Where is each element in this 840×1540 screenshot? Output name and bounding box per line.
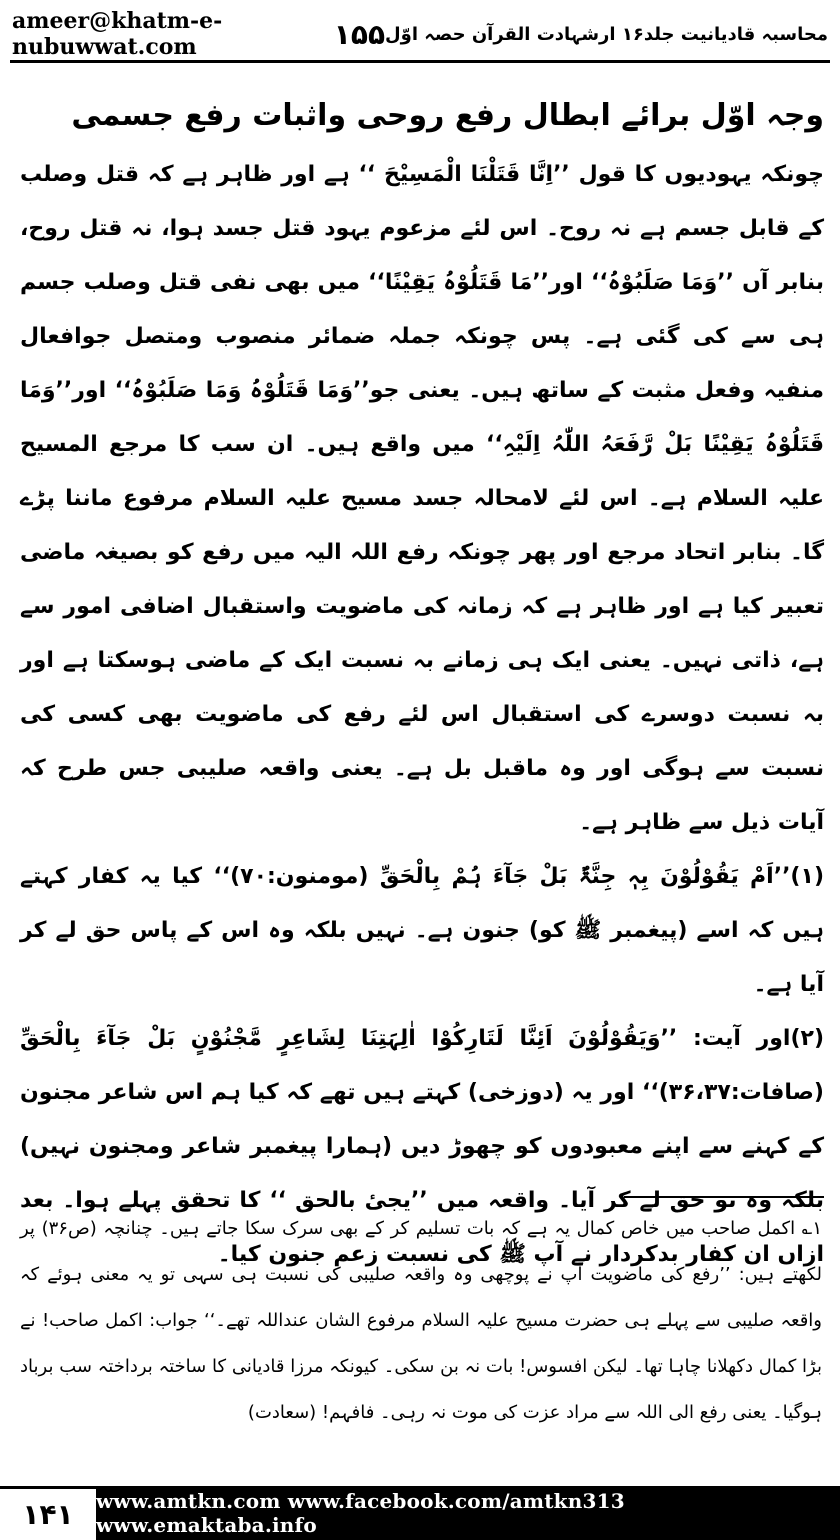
footnote: ۱؎ اکمل صاحب میں خاص کمال یہ ہے کہ بات تسلیم کر کے بھی سرک سکا جاتے ہیں۔ چنانچہ (ص۳۶) پر لکھتے ہیں: ’’رفع کی ماضویت آپ نے پوچھی وہ واقعہ صلیبی کی نسبت ہی سہی تو یہ معنی ہوئے کہ واقعہ صلیبی سے پہلے ہی حضرت مسیح علیہ السلام مرفوع الشان عنداللہ تھے۔‘‘ جواب: اکمل صاحب! نے بڑا کمال دکھلانا چاہا تھا۔ لیکن افسوس! بات نہ بن سکی۔ کیونکہ مرزا قادیانی کا ساختہ برداختہ سب برباد ہوگیا۔ یعنی رفع الی اللہ سے مراد عزت کی موت نہ رہی۔ فافہم! (سعادت) bbox=[20, 1218, 822, 1423]
paragraph-verse-2: (۲)اور آیت: ’’وَیَقُوْلُوْنَ اَئِنَّا لَتَارِکُوْا اٰلِہَتِنَا لِشَاعِرٍ مَّجْنُوْنٍ بَلْ جَآءَ بِالْحَقِّ (صافات:۳۶،۳۷)‘‘ اور یہ (دوزخی) کہتے ہیں تھے کہ کیا ہم اس شاعر مجنون کے کہنے سے اپنے معبودوں کو چھوڑ دیں (ہمارا پیغمبر شاعر ومجنون نہیں) بلکہ وہ تو حق لے کر آیا۔ واقعہ میں ’’یجیٔ بالحق ‘‘ کا تحقق پہلے ہوا۔ بعد ازاں ان کفار بدکردار نے آپ ﷺ کی نسبت زعم جنون کیا۔ bbox=[20, 1026, 824, 1267]
header-left-group bbox=[12, 8, 385, 60]
main-text bbox=[20, 148, 824, 1282]
page-header bbox=[12, 8, 828, 60]
header-page-number: ۱۵۵ bbox=[333, 17, 386, 51]
header-divider bbox=[10, 60, 830, 63]
header-email: ameer@khatm-e-nubuwwat.com bbox=[12, 8, 223, 60]
footer-links: www.amtkn.com www.facebook.com/amtkn313 www.emaktaba.info bbox=[96, 1486, 840, 1540]
header-book-title: محاسبہ قادیانیت جلد۱۶ ارشہادت القرآن حصہ اوّل bbox=[385, 23, 828, 45]
paragraph-verse-1: (۱)’’اَمْ یَقُوْلُوْنَ بِہٖ جِنَّۃٌ بَلْ جَآءَ ہُمْ بِالْحَقِّ (مومنون:۷۰)‘‘ کیا یہ کفار کہتے ہیں کہ اسے (پیغمبر ﷺ کو) جنون ہے۔ نہیں بلکہ وہ اس کے پاس حق لے کر آیا ہے۔ bbox=[20, 864, 824, 997]
paragraph-1: چونکہ یہودیوں کا قول ’’اِنَّا قَتَلْنَا الْمَسِیْحَ ‘‘ ہے اور ظاہر ہے کہ قتل وصلب کے قابل جسم ہے نہ روح۔ اس لئے مزعوم یہود قتل جسد ہوا، نہ قتل روح، بنابر آں ’’وَمَا صَلَبُوْہُ‘‘ اور’’مَا قَتَلُوْہُ یَقِیْنًا‘‘ میں بھی نفی قتل وصلب جسم ہی سے کی گئی ہے۔ پس چونکہ جملہ ضمائر منصوب ومتصل جوافعال منفیہ وفعل مثبت کے ساتھ ہیں۔ یعنی جو’’وَمَا قَتَلُوْہُ وَمَا صَلَبُوْہُ‘‘ اور’’وَمَا قَتَلُوْہُ یَقِیْنًا بَلْ رَّفَعَہُ اللّٰہُ اِلَیْہِ‘‘ میں واقع ہیں۔ ان سب کا مرجع المسیح علیہ السلام ہے۔ اس لئے لامحالہ جسد مسیح علیہ السلام مرفوع ماننا پڑے گا۔ بنابر اتحاد مرجع اور پھر چونکہ رفع اللہ الیہ میں رفع کو بصیغہ ماضی تعبیر کیا ہے اور ظاہر ہے کہ زمانہ کی ماضویت واستقبال اضافی امور سے ہے، ذاتی نہیں۔ یعنی ایک ہی زمانے بہ نسبت ایک کے ماضی ہوسکتا ہے اور بہ نسبت دوسرے کی استقبال اس لئے رفع کی ماضویت بھی کسی کی نسبت سے ہوگی اور وہ ماقبل بل ہے۔ یعنی واقعہ صلیبی جس طرح کہ آیات ذیل سے ظاہر ہے۔ bbox=[20, 162, 824, 835]
footer-page-number: ۱۴۱ bbox=[0, 1486, 96, 1540]
page-footer bbox=[0, 1486, 840, 1540]
section-heading: وجہ اوّل برائے ابطال رفع روحی واثبات رفع جسمی bbox=[71, 98, 824, 133]
footnote-divider bbox=[624, 1196, 824, 1198]
